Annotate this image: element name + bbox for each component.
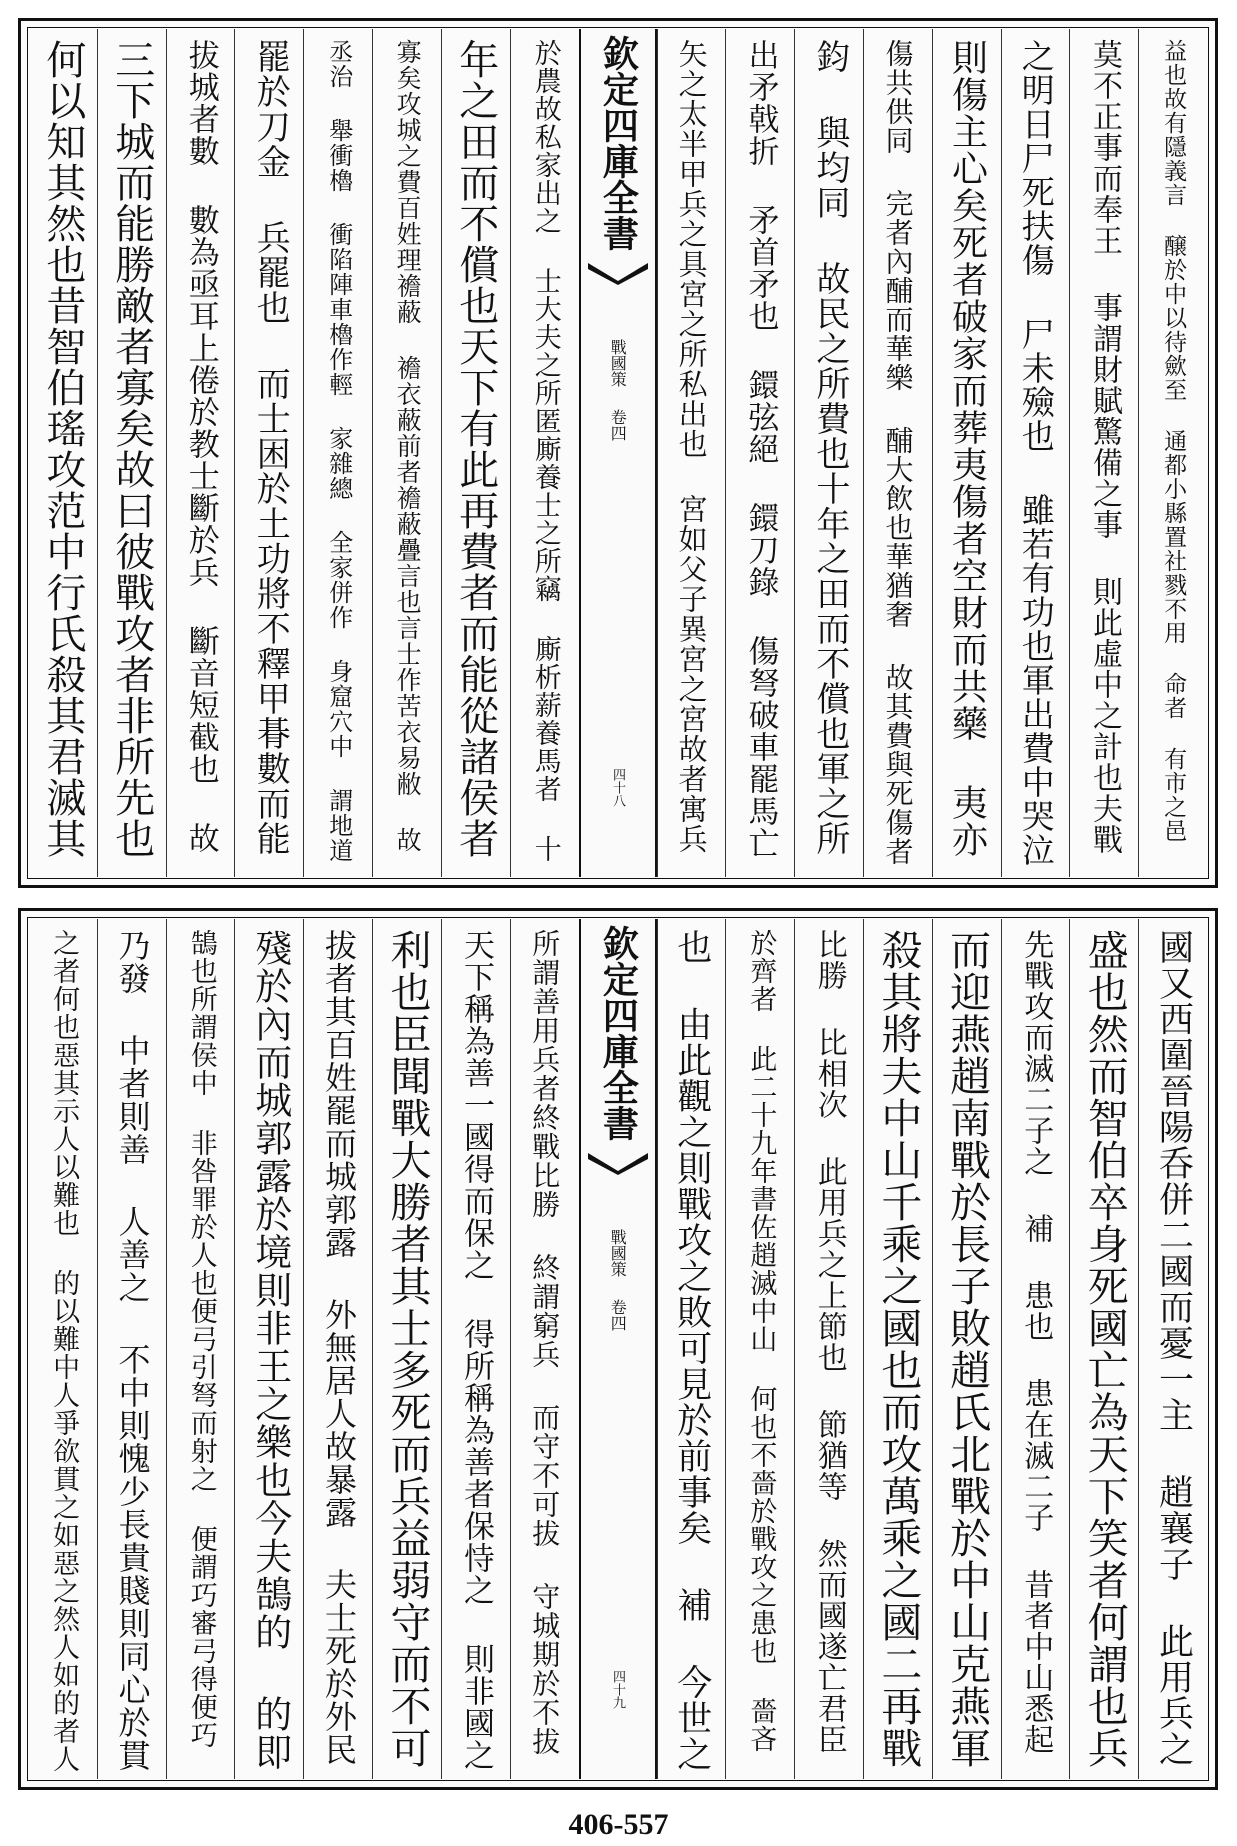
column-text: 拔城者數 數為亟耳上倦於教士斷於兵 斷音短截也 故 bbox=[182, 39, 219, 854]
text-column bbox=[1069, 919, 1138, 1779]
column-text: 之明日尸死扶傷 尸未殮也 雖若有功也軍出費中哭泣 bbox=[1016, 39, 1056, 867]
column-text: 先戰攻而滅二子之 補 患也 患在滅二子 昔者中山悉起 bbox=[1018, 929, 1054, 1755]
column-text: 乃發 中者則善 人善之 不中則愧少長貴賤則同心於貫 bbox=[113, 929, 152, 1772]
column-text: 莫不正事而奉王 事謂財賦驚備之事 則此虛中之計也夫戰 bbox=[1087, 39, 1123, 855]
text-column bbox=[1001, 919, 1070, 1779]
lower-columns bbox=[29, 919, 1207, 1779]
text-column bbox=[794, 29, 863, 877]
column-text: 於齊者 此二十九年書佐趙滅中山 何也不嗇於戰攻之患也 嗇吝 bbox=[745, 929, 777, 1753]
lower-page-frame bbox=[18, 908, 1218, 1790]
text-column bbox=[932, 29, 1001, 877]
column-text: 利也臣聞戰大勝者其士多死而兵益弱守而不可 bbox=[383, 929, 432, 1769]
column-text: 則傷主心矣死者破家而葬夷傷者空財而共藥 夷亦 bbox=[946, 39, 988, 858]
text-column bbox=[234, 919, 303, 1779]
column-text: 矢之太半甲兵之具宮之所私出也 宮如父子異宮之宮故者寓兵 bbox=[674, 39, 709, 854]
text-column bbox=[657, 919, 726, 1779]
column-text: 出矛戟折 矛首矛也 鐶弦絕 鐶刀錄 傷弩破車罷馬亡 bbox=[742, 39, 779, 859]
text-column bbox=[932, 919, 1001, 1779]
text-column bbox=[372, 919, 441, 1779]
column-text: 益也故有隱義言 醸於中以待歛至 通都小縣置社戮不用 命者 有市之邑 bbox=[1160, 39, 1187, 843]
text-column bbox=[794, 919, 863, 1779]
source-label: 欽定四庫全書 bbox=[597, 925, 640, 1141]
book-label: 戰國策 bbox=[608, 339, 628, 387]
text-column bbox=[29, 919, 97, 1779]
text-column bbox=[372, 29, 441, 877]
fishtail-mark-icon bbox=[587, 259, 649, 285]
text-column bbox=[1138, 919, 1207, 1779]
text-column bbox=[303, 29, 372, 877]
column-text: 天下稱為善一國得而保之 得所稱為善者保恃之 則非國之 bbox=[458, 929, 495, 1771]
text-column bbox=[441, 919, 510, 1779]
column-text: 殺其將夫中山千乘之國也而攻萬乘之國二再戰 bbox=[874, 929, 923, 1769]
center-fold-column bbox=[579, 29, 657, 877]
text-column bbox=[863, 29, 932, 877]
text-column bbox=[166, 29, 235, 877]
text-column bbox=[303, 919, 372, 1779]
column-text: 國又西圍晉陽呑併二國而憂一主 趙襄子 此用兵之 bbox=[1153, 929, 1194, 1767]
fishtail-mark-icon bbox=[587, 1149, 649, 1175]
text-column bbox=[863, 919, 932, 1779]
leaf-number: 四十九 bbox=[610, 1670, 625, 1709]
column-text: 殘於內而城郭露於境則非王之樂也今夫鵠的 的即 bbox=[248, 929, 292, 1771]
leaf-number: 四十八 bbox=[610, 768, 625, 807]
column-text: 也 由此觀之則戰攻之敗可見於前事矣 補 今世之 bbox=[671, 929, 712, 1772]
text-column bbox=[657, 29, 726, 877]
text-column bbox=[234, 29, 303, 877]
column-text: 何以知其然也昔智伯瑤攻范中行氏殺其君滅其 bbox=[39, 39, 86, 859]
upper-columns bbox=[29, 29, 1207, 877]
source-label: 欽定四庫全書 bbox=[597, 35, 640, 251]
center-fold-column bbox=[579, 919, 657, 1779]
text-column bbox=[1069, 29, 1138, 877]
column-text: 丞治 舉衝櫓 衝陷陣車櫓作輕 家雜總 全家併作 身窟穴中 謂地道 bbox=[324, 39, 353, 863]
text-column bbox=[29, 29, 97, 877]
column-text: 鵠也所謂侯中 非咎罪於人也便弓引弩而射之 便謂巧審弓得便巧 bbox=[185, 929, 217, 1749]
column-text: 於農故私家出之 士大夫之所匿廝養士之所竊 廝析薪養馬者 十 bbox=[529, 39, 561, 863]
column-text: 拔者其百姓罷而城郭露 外無居人故暴露 夫士死於外民 bbox=[319, 929, 358, 1766]
column-text: 寡矣攻城之費百姓理襜蔽 襜衣蔽前者襜蔽疊言也言士作苦衣易敝 故 bbox=[393, 39, 423, 853]
column-text: 三下城而能勝敵者寡矣故曰彼戰攻者非所先也 bbox=[108, 39, 155, 859]
text-column bbox=[725, 29, 794, 877]
text-column bbox=[510, 919, 579, 1779]
text-column bbox=[97, 29, 166, 877]
book-label: 戰國策 bbox=[608, 1229, 628, 1277]
page-number: 406-557 bbox=[568, 1808, 669, 1841]
column-text: 傷共供同 完者內酺而華樂 酺大飲也華猶奢 故其費與死傷者 bbox=[881, 39, 915, 866]
upper-page-frame bbox=[18, 18, 1218, 888]
text-column bbox=[725, 919, 794, 1779]
column-text: 之者何也惡其示人以難也 的以難中人爭欲貫之如惡之然人如的者人 bbox=[48, 929, 80, 1773]
juan-label: 卷四 bbox=[608, 1299, 628, 1331]
text-column bbox=[166, 919, 235, 1779]
text-column bbox=[510, 29, 579, 877]
text-column bbox=[1001, 29, 1070, 877]
text-column bbox=[1138, 29, 1207, 877]
column-text: 鈞 與均同 故民之所費也十年之田而不償也軍之所 bbox=[809, 39, 850, 856]
column-text: 所謂善用兵者終戰比勝 終謂窮兵 而守不可拔 守城期於不拔 bbox=[528, 929, 562, 1756]
juan-label: 卷四 bbox=[608, 409, 628, 441]
column-text: 比勝 比相次 此用兵之上節也 節猶等 然而國遂亡君臣 bbox=[811, 929, 847, 1755]
text-column bbox=[97, 919, 166, 1779]
text-column bbox=[441, 29, 510, 877]
column-text: 罷於刀金 兵罷也 而士困於土功將不釋甲朞數而能 bbox=[250, 39, 291, 856]
column-text: 年之田而不償也天下有此再費者而能從諸侯者 bbox=[452, 39, 499, 859]
column-text: 盛也然而智伯卒身死國亡為天下笑者何謂也兵 bbox=[1080, 929, 1129, 1769]
column-text: 而迎燕趙南戰於長子敗趙氏北戰於中山克燕軍 bbox=[943, 929, 992, 1769]
